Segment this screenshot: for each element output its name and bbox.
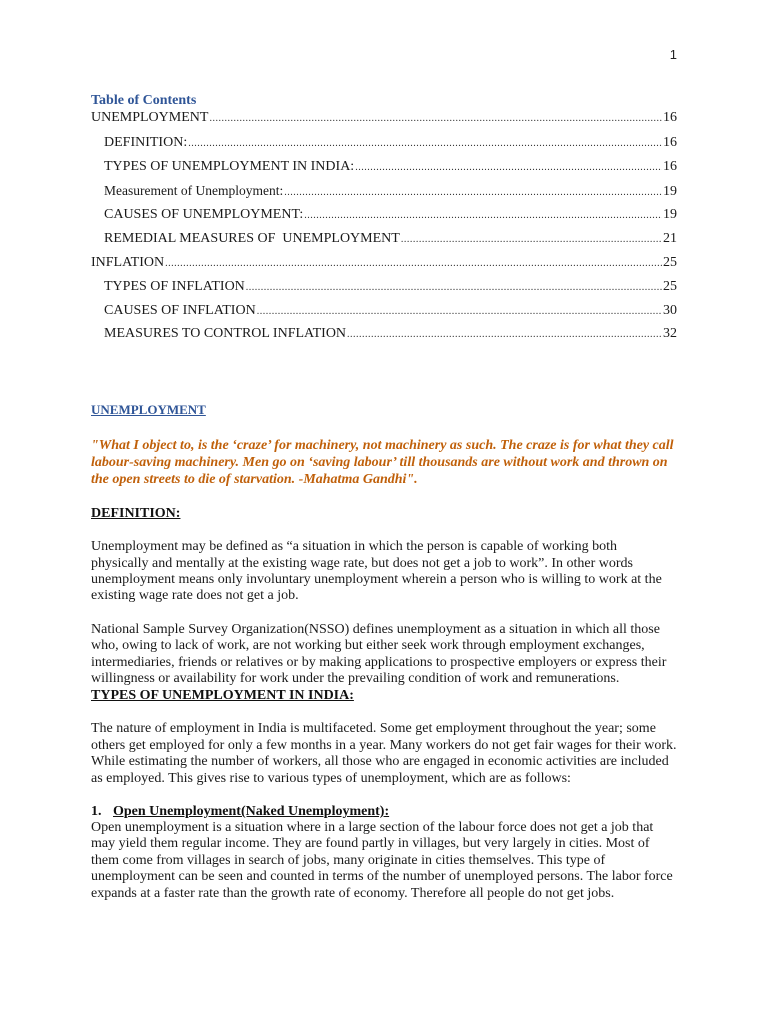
toc-entry-causes-of-inflation[interactable]: [91, 300, 677, 324]
toc-entry-label: REMEDIAL MEASURES OF UNEMPLOYMENT: [104, 231, 400, 247]
table-of-contents: [91, 109, 677, 347]
types-paragraph: The nature of employment in India is multifaceted. Some get employment throughout the year; some others get employed for only a few months in a year. Many workers do not get fair wages for their work. While estimating the number of workers, all those who are engaged in economic activities are included as employed. This gives rise to various types of unemployment, which are as follows:: [91, 721, 677, 786]
toc-entry-label: TYPES OF UNEMPLOYMENT IN INDIA:: [104, 158, 355, 174]
toc-entry-page: 16: [663, 110, 677, 125]
toc-entry-page: 25: [663, 278, 677, 294]
toc-leader-dots: [188, 132, 662, 156]
toc-entry-page: 25: [663, 254, 677, 270]
nsso-paragraph: National Sample Survey Organization(NSSO) defines unemployment as a situation in which all those who, owing to lack of work, are not working but either seek work through employment exchanges, intermediaries, friends or relatives or by making applications to prospective employers or express their willingness or availability for work under the prevailing condition of work and remunerations.: [91, 621, 667, 687]
toc-entry-label: Measurement of Unemployment:: [104, 182, 284, 198]
toc-entry-causes-of-unemployment[interactable]: [91, 204, 677, 228]
toc-leader-dots: [304, 204, 662, 228]
section-heading-unemployment: UNEMPLOYMENT: [91, 402, 206, 418]
open-unemployment-heading-text: Open Unemployment(Naked Unemployment):: [113, 804, 390, 820]
toc-entry-measurement[interactable]: [91, 180, 677, 205]
definition-paragraph: Unemployment may be defined as “a situation in which the person is capable of working both physically and mentally at the existing wage rate, but does not get a job to work”. In other words unemployment means only involuntary unemployment wherein a person who is willing to work at the existing wage rate does not get a job.: [91, 539, 662, 604]
toc-entry-page: 21: [663, 231, 677, 247]
gandhi-quote: "What I object to, is the ‘craze’ for machinery, not machinery as such. The craze is for what they call labour-saving machinery. Men go on ‘saving labour’ till thousands are without work and thrown on the open streets to die of starvation. -Mahatma Gandhi".: [91, 438, 674, 488]
toc-leader-dots: [401, 228, 662, 252]
open-unemployment-heading: [91, 804, 677, 820]
toc-entry-label: MEASURES TO CONTROL INFLATION: [104, 326, 347, 342]
page-number: 1: [669, 47, 677, 62]
toc-entry-remedial-measures[interactable]: [91, 228, 677, 252]
toc-title: Table of Contents: [91, 93, 197, 108]
toc-entry-page: 19: [663, 183, 677, 199]
toc-entry-measures-to-control-inflation[interactable]: [91, 323, 677, 347]
toc-entry-inflation[interactable]: [91, 252, 677, 276]
toc-entry-label: UNEMPLOYMENT: [91, 110, 209, 125]
page-content: [91, 93, 677, 902]
toc-entry-page: 16: [663, 135, 677, 150]
toc-entry-unemployment[interactable]: [91, 109, 677, 128]
list-number: 1.: [91, 804, 102, 820]
toc-leader-dots: [246, 276, 662, 300]
types-heading: TYPES OF UNEMPLOYMENT IN INDIA:: [91, 688, 354, 704]
toc-entry-label: INFLATION: [91, 254, 165, 270]
toc-entry-label: CAUSES OF INFLATION: [104, 302, 256, 318]
toc-leader-dots: [209, 109, 662, 128]
open-unemployment-paragraph: Open unemployment is a situation where in a large section of the labour force does not get a job that may yield them regular income. They are found partly in villages, but very largely in cities. Most of them come from villages in search of jobs, many originate in cities themselves. This type of unemployment can be seen and counted in terms of the number of unemployed persons. The labor force expands at a faster rate than the growth rate of economy. Therefore all people do not get jobs.: [91, 820, 673, 901]
toc-entry-page: 30: [663, 302, 677, 318]
toc-entry-page: 16: [663, 158, 677, 174]
toc-entry-label: CAUSES OF UNEMPLOYMENT:: [104, 207, 304, 223]
toc-leader-dots: [257, 300, 662, 324]
toc-entry-types-of-inflation[interactable]: [91, 276, 677, 300]
toc-entry-label: DEFINITION:: [104, 135, 188, 150]
definition-heading: DEFINITION:: [91, 506, 181, 522]
toc-entry-label: TYPES OF INFLATION: [104, 278, 245, 294]
toc-leader-dots: [355, 156, 662, 180]
toc-leader-dots: [165, 252, 662, 276]
toc-leader-dots: [347, 323, 662, 347]
toc-entry-types-of-unemployment[interactable]: [91, 156, 677, 180]
toc-leader-dots: [284, 181, 662, 205]
toc-entry-page: 32: [663, 326, 677, 342]
toc-entry-page: 19: [663, 207, 677, 223]
toc-entry-definition[interactable]: [91, 132, 677, 156]
